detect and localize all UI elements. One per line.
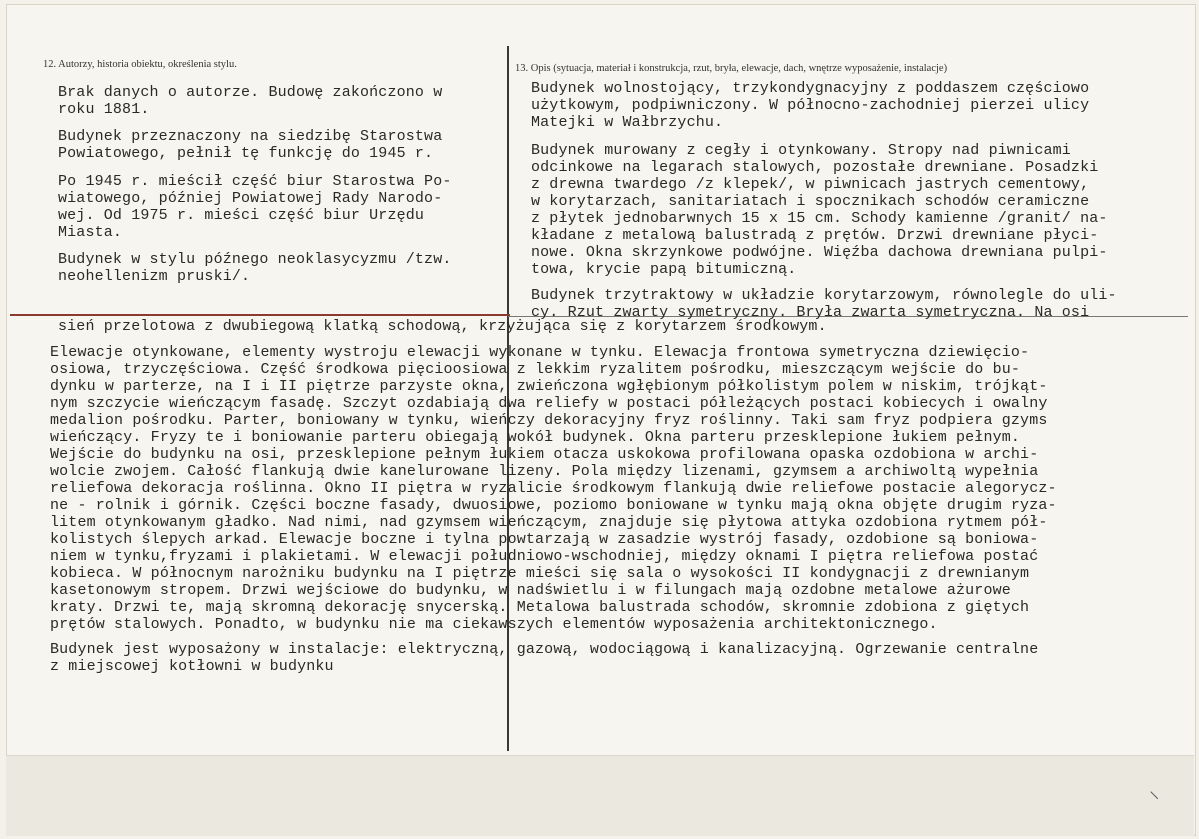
section-13-header: 13. Opis (sytuacja, materiał i konstrukcja, rzut, bryła, elewacje, dach, wnętrze wyposażenie, instalacje)	[515, 63, 948, 74]
location-paragraph: Budynek wolnostojący, trzykondygnacyjny z poddaszem częściowo użytkowym, podpiwniczony. W północno-zachodniej pierzei ulicy Matejki w Wałbrzychu.	[531, 80, 1090, 131]
construction-paragraph: Budynek murowany z cegły i otynkowany. Stropy nad piwnicami odcinkowe na legarach stalowych, pozostałe drewniane. Posadzki z drewna twardego /z klepek/, w piwnicach jastrych cementowy, w korytarzach, sanitariatach i spocznikach schodów ceramiczne z płytek jednobarwnych 15 x 15 cm. Schody kamienne /granit/ na- kładane z metalową balustradą z prętów. Drzwi drewniane płyci- nowe. Okna skrzynkowe podwójne. Więźba dachowa drewniana pulpi- towa, krycie papą bitumiczną.	[531, 142, 1108, 278]
layout-continuation: sień przelotowa z dwubiegową klatką schodową, krzyżująca się z korytarzem środkowym.	[58, 318, 827, 335]
purpose-paragraph: Budynek przeznaczony na siedzibę Starostwa Powiatowego, pełnił tę funkcję do 1945 r.	[58, 128, 443, 162]
section-divider-red	[10, 314, 510, 316]
installations-paragraph: Budynek jest wyposażony w instalacje: elektryczną, gazową, wodociągową i kanalizacyjną. Ogrzewanie centralne z miejscowej kotłowni w budynku	[50, 641, 1039, 675]
layout-paragraph: Budynek trzytraktowy w układzie korytarzowym, równolegle do uli- cy. Rzut zwarty symetryczny. Bryła zwarta symetryczna. Na osi	[531, 287, 1117, 321]
elevations-paragraph: Elewacje otynkowane, elementy wystroju elewacji wykonane w tynku. Elewacja frontowa symetryczna dziewięcio- osiowa, trzyczęściowa. Część środkowa pięcioosiowa z lekkim ryzalitem pośrodku, mieszczącym wejście do bu- dynku w parterze, na I i II piętrze parzyste okna, zwieńczona wgłębionym półkolistym polem w niskim, trójkąt- nym szczycie wieńczącym fasadę. Szczyt ozdabiają dwa reliefy w postaci półleżących postaci kobiecych i owalny medalion pośrodku. Parter, boniowany w tynku, wieńczy dekoracyjny fryz roślinny. Taki sam fryz podpiera gzyms wieńczący. Fryzy te i boniowanie parteru obiegają wokół budynek. Okna parteru przesklepione łukiem pełnym. Wejście do budynku na osi, przesklepione pełnym łukiem otacza uskokowa profilowana opaska ozdobiona w archi- wolcie zwojem. Całość flankują dwie kanelurowane lizeny. Pola między lizenami, gzymsem a archiwoltą wypełnia reliefowa dekoracja roślinna. Okno II piętra w ryzalicie środkowym flankują dwie reliefowe postacie alegorycz- ne - rolnik i górnik. Części boczne fasady, dwuosiowe, poziomo boniowane w tynku mają okna objęte drugim ryza- litem otynkowanym gładko. Nad nimi, nad gzymsem wieńczącym, znajduje się płytowa attyka ozdobiona rytmem pół- kolistych ślepych arkad. Elewacje boczne i tylna powtarzają w zasadzie wystrój fasady, ozdobione są boniowa- niem w tynku,fryzami i plakietami. W elewacji południowo-wschodniej, między oknami I piętra reliefowa postać kobieca. W północnym narożniku budynku na I piętrze mieści się sala o wysokości II kondygnacji z drewnianym kasetonowym stropem. Drzwi wejściowe do budynku, w nadświetlu i w filungach mają ozdobne metalowe ażurowe kraty. Drzwi te, mają skromną dekorację snycerską. Metalowa balustrada schodów, skromnie zdobiona z giętych prętów stalowych. Ponadto, w budynku nie ma ciekawszych elementów wyposażenia architektonicznego.	[50, 344, 1057, 633]
authors-paragraph: Brak danych o autorze. Budowę zakończono w roku 1881.	[58, 84, 443, 118]
history-paragraph: Po 1945 r. mieścił część biur Starostwa Po- wiatowego, później Powiatowej Rady Narodo- wej. Od 1975 r. mieści część biur Urzędu Miasta.	[58, 173, 452, 241]
sheet-bottom-edge	[6, 755, 1194, 836]
section-12-header: 12. Autorzy, historia obiektu, określenia stylu.	[43, 59, 237, 70]
style-paragraph: Budynek w stylu późnego neoklasycyzmu /tzw. neohellenizm pruski/.	[58, 251, 452, 285]
